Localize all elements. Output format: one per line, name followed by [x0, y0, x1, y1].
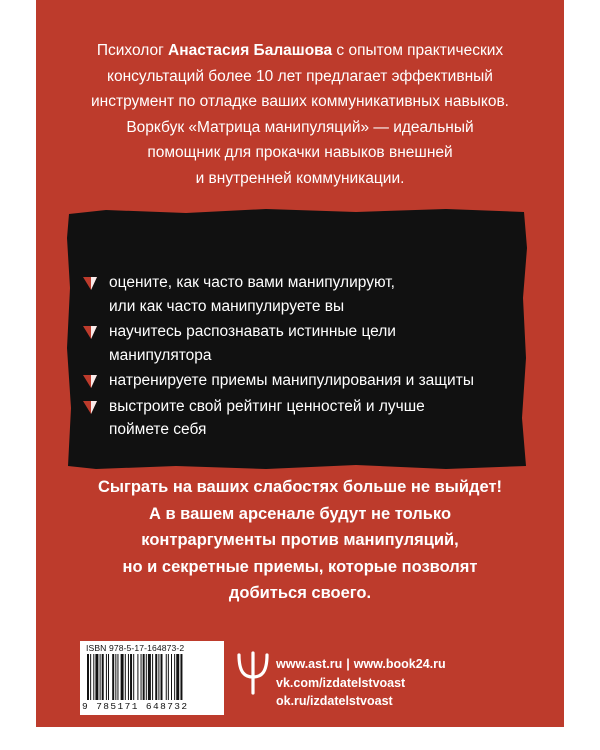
barcode-bar — [141, 654, 142, 700]
intro-line-1: Психолог Анастасия Балашова с опытом практических — [96, 42, 504, 59]
barcode-bar — [102, 654, 104, 700]
barcode-bar — [158, 654, 159, 700]
slogan-line-2: А в вашем арсенале будут не только — [148, 504, 452, 523]
barcode-bar — [152, 654, 153, 700]
book24-site-link[interactable]: www.book24.ru — [353, 657, 446, 671]
barcode-bar — [125, 654, 126, 700]
barcode-bar — [87, 654, 89, 700]
barcode-bar — [133, 654, 134, 700]
barcode-bar — [180, 654, 182, 700]
list-item: выстроите свой рейтинг ценностей и лучше поймете себя — [82, 395, 502, 442]
list-item: натренируете приемы манипулирования и защиты — [82, 369, 502, 393]
publisher-links — [276, 655, 446, 711]
barcode-bar — [146, 654, 147, 700]
barcode-bar — [90, 654, 91, 700]
barcode-bar — [106, 654, 107, 700]
slogan-line-5: добиться своего. — [228, 584, 372, 602]
isbn-text: ISBN 978-5-17-164873-2 — [86, 643, 185, 653]
red-triangle-bullet-icon — [82, 275, 98, 291]
author-name: Анастасия Балашова — [168, 42, 333, 59]
slogan-text — [36, 474, 564, 607]
barcode-bar — [161, 654, 163, 700]
barcode-bar — [166, 654, 167, 700]
barcode-bar — [117, 654, 118, 700]
barcode-bar — [121, 654, 124, 700]
barcode-bar — [168, 654, 169, 700]
slogan-line-1: Сыграть на ваших слабостях больше не выйдет! — [97, 478, 503, 496]
red-triangle-bullet-icon — [82, 324, 98, 340]
intro-line-2: консультаций более 10 лет предлагает эффективный — [107, 67, 493, 85]
barcode-bar — [115, 654, 116, 700]
barcode-bar — [108, 654, 109, 700]
isbn-barcode — [80, 641, 224, 715]
barcode-bar — [143, 654, 145, 700]
barcode-bar — [128, 654, 129, 700]
intro-line-4: Воркбук «Матрица манипуляций» — идеальный — [126, 118, 474, 136]
vk-link[interactable]: vk.com/izdatelstvoast — [276, 675, 406, 690]
intro-line-3: инструмент по отладке ваших коммуникативных навыков. — [91, 93, 509, 110]
ast-site-link[interactable]: www.ast.ru — [276, 657, 343, 671]
barcode-digits: 9 785171 648732 — [82, 701, 189, 712]
red-triangle-bullet-icon — [82, 373, 98, 389]
list-item: научитесь распознавать истинные цели манипулятора — [82, 320, 502, 367]
barcode-bar — [171, 654, 172, 700]
barcode-bar — [155, 654, 157, 700]
intro-line-6: и внутренней коммуникации. — [195, 169, 405, 187]
barcode-bar — [176, 654, 179, 700]
list-item: оцените, как часто вами манипулируют, или как часто манипулируете вы — [82, 271, 502, 318]
barcode-bar — [137, 654, 138, 700]
intro-line-5: помощник для прокачки навыков внешней — [147, 144, 453, 161]
barcode-bar — [174, 654, 175, 700]
slogan-line-3: контраргументы против манипуляций, — [141, 531, 459, 549]
barcode-bars — [87, 654, 217, 702]
ast-psi-logo-icon — [236, 651, 270, 695]
barcode-bar — [130, 654, 132, 700]
benefits-list — [82, 271, 502, 444]
barcode-bar — [100, 654, 101, 700]
barcode-bar — [95, 654, 98, 700]
intro-text — [36, 38, 564, 191]
barcode-bar — [112, 654, 114, 700]
barcode-bar — [93, 654, 94, 700]
barcode-bar — [148, 654, 151, 700]
link-divider: | — [346, 657, 350, 671]
red-triangle-bullet-icon — [82, 399, 98, 415]
slogan-line-4: но и секретные приемы, которые позволят — [122, 557, 478, 576]
websites-row — [276, 655, 446, 674]
ok-link[interactable]: ok.ru/izdatelstvoast — [276, 694, 393, 708]
